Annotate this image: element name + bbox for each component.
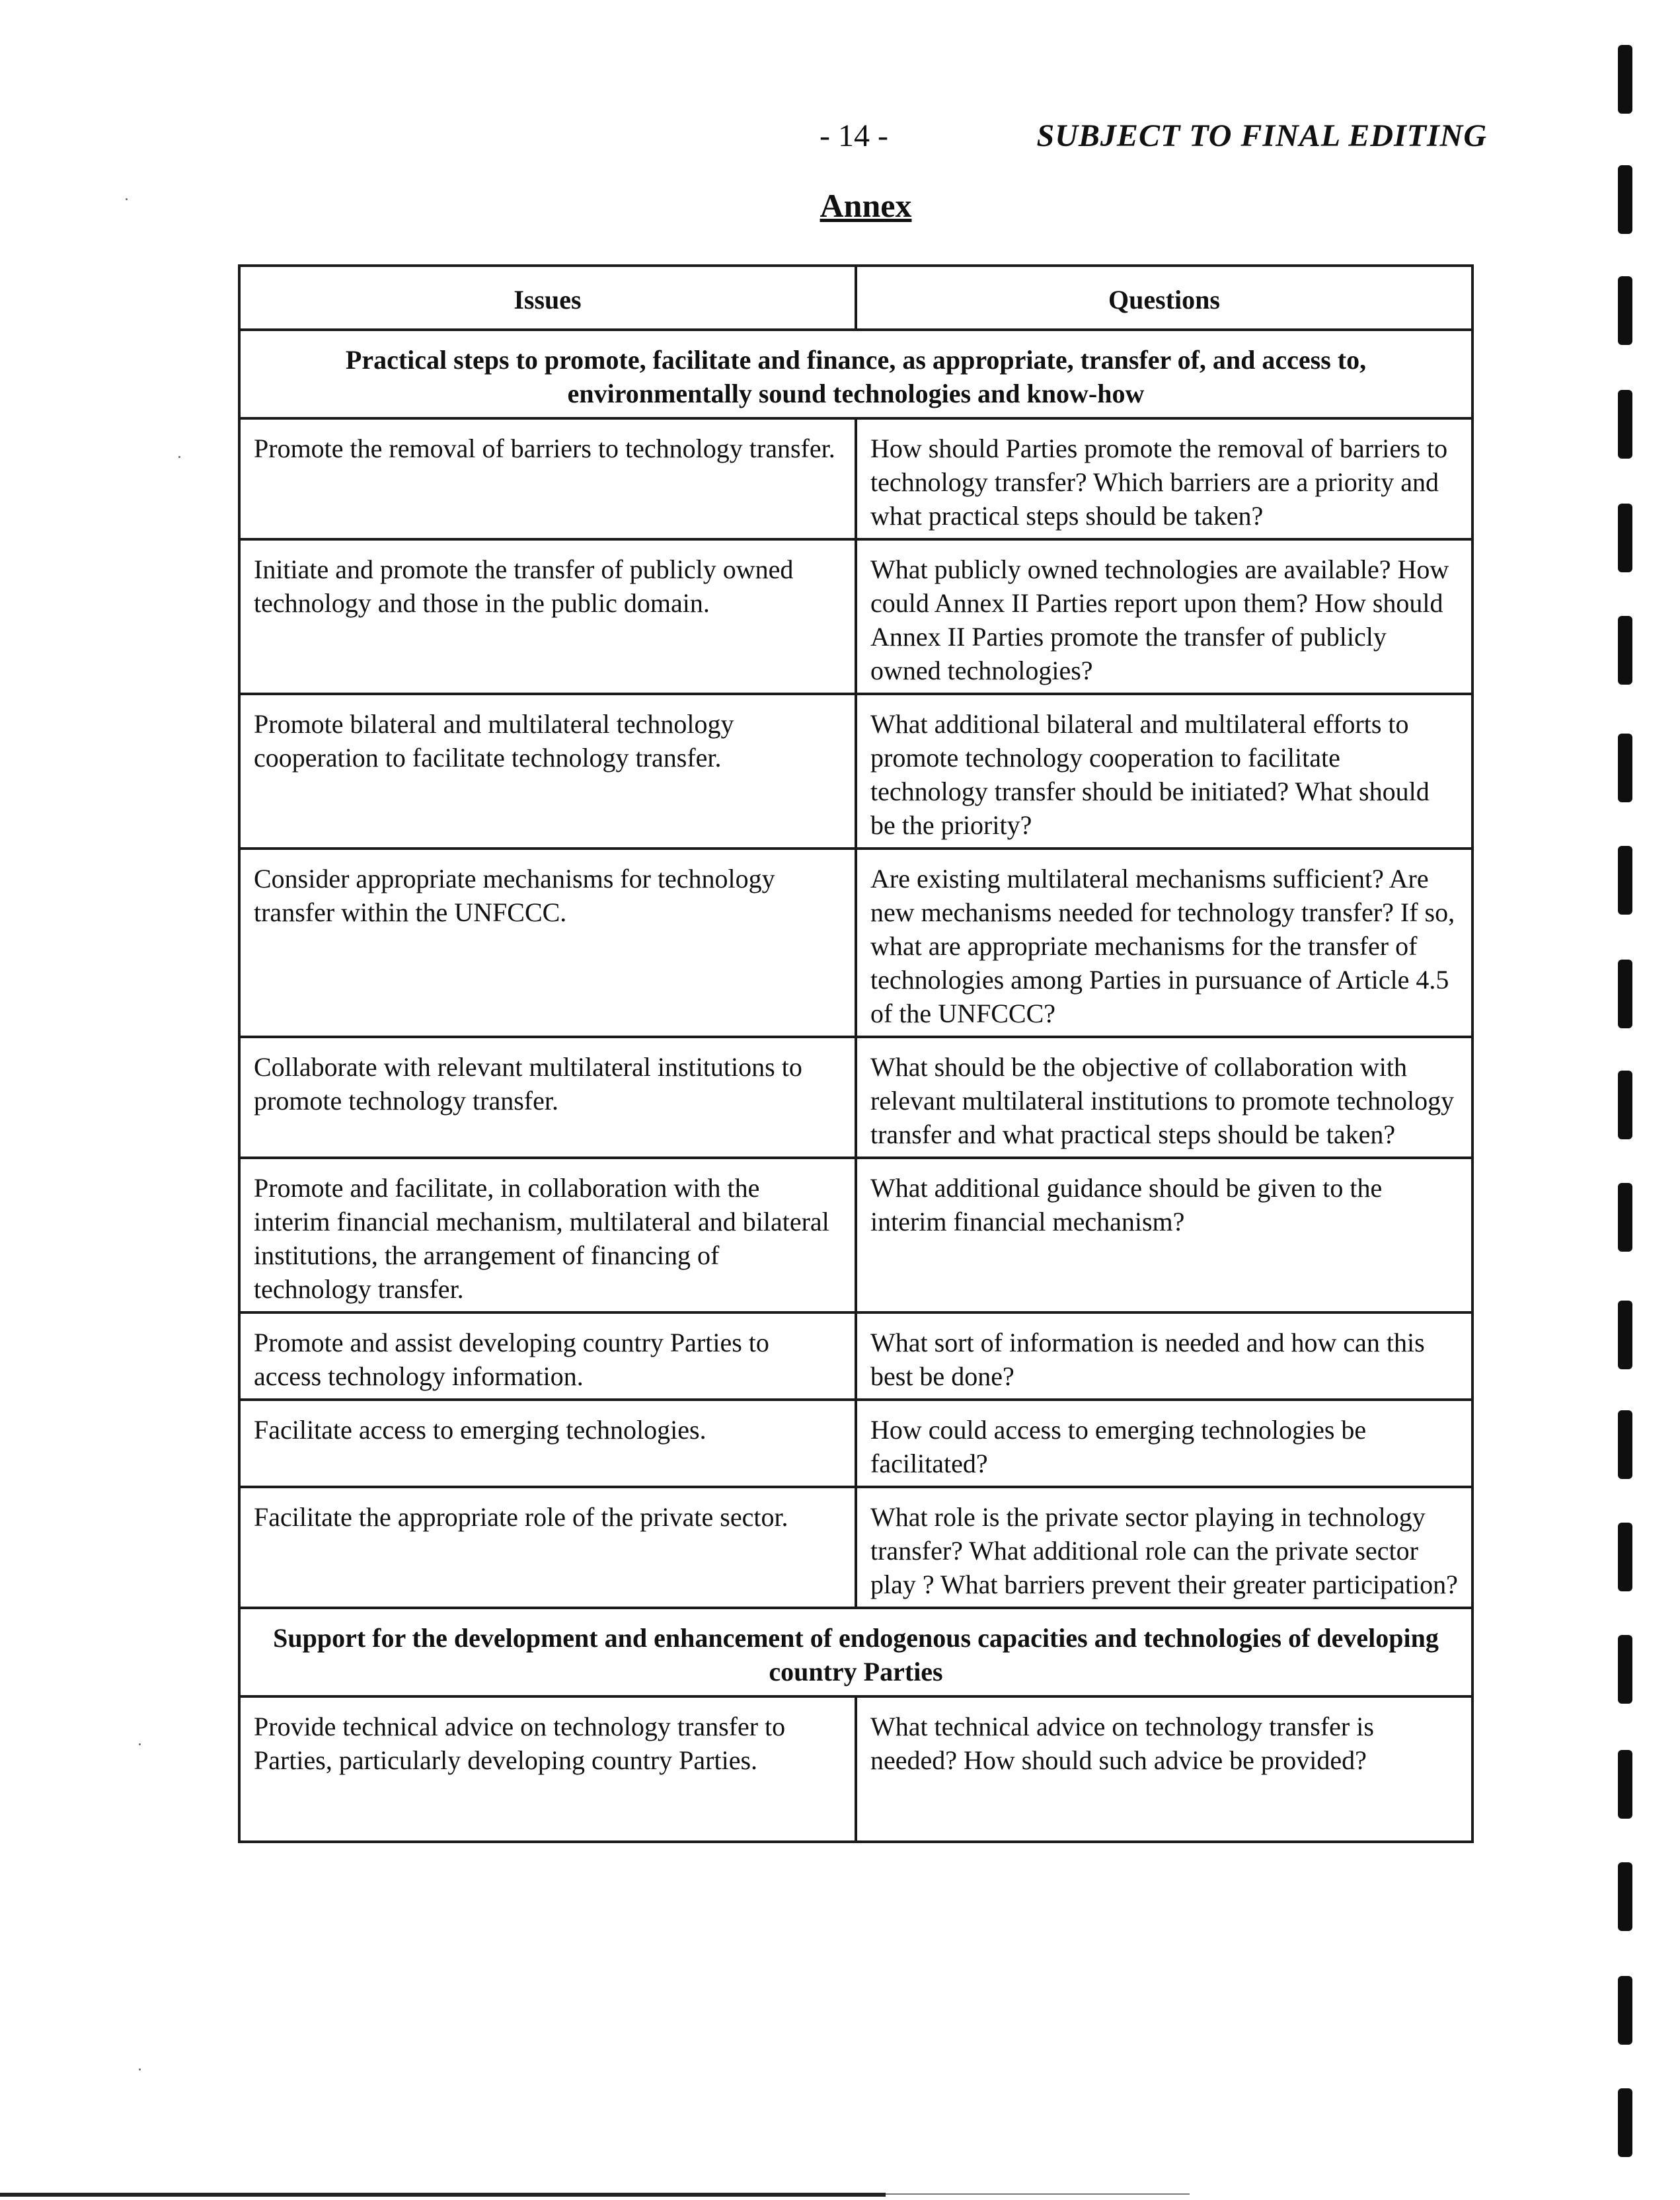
question-cell: What publicly owned technologies are available? How could Annex II Parties report upon them? How should Annex II Parties promote the transfer of publicly owned technologies? (856, 539, 1472, 694)
question-cell: How could access to emerging technologies be facilitated? (856, 1400, 1472, 1487)
question-cell: What sort of information is needed and how can this best be done? (856, 1312, 1472, 1400)
edit-note: SUBJECT TO FINAL EDITING (1036, 118, 1487, 153)
annex-table (238, 264, 1474, 1843)
binding-mark (1618, 1635, 1632, 1704)
table-row (239, 1158, 1472, 1312)
binding-mark (1618, 1523, 1632, 1591)
bottom-edge-shadow (0, 2193, 886, 2197)
section-heading: Support for the development and enhancement of endogenous capacities and technologies of developing country Parties (239, 1608, 1472, 1696)
table-row (239, 418, 1472, 539)
page-number: - 14 - (820, 118, 888, 153)
table-row (239, 694, 1472, 849)
issue-cell: Promote the removal of barriers to technology transfer. (239, 418, 856, 539)
scan-speck (178, 456, 180, 458)
issue-cell: Collaborate with relevant multilateral institutions to promote technology transfer. (239, 1037, 856, 1158)
question-cell: What role is the private sector playing in technology transfer? What additional role can the private sector play ? What barriers prevent their greater participation? (856, 1487, 1472, 1608)
section-row (239, 1608, 1472, 1696)
page-title: Annex (820, 187, 912, 224)
page-header (820, 118, 1507, 164)
question-cell: What additional guidance should be given to the interim financial mechanism? (856, 1158, 1472, 1312)
question-cell: What should be the objective of collaboration with relevant multilateral institutions to promote technology transfer and what practical steps should be taken? (856, 1037, 1472, 1158)
table-row (239, 1696, 1472, 1842)
issue-cell: Promote bilateral and multilateral technology cooperation to facilitate technology transfer. (239, 694, 856, 849)
table-row (239, 539, 1472, 694)
binding-mark (1618, 1410, 1632, 1479)
binding-mark (1618, 616, 1632, 685)
annex-table-container (238, 264, 1474, 1843)
section-row (239, 330, 1472, 418)
column-header-issues: Issues (239, 266, 856, 330)
bottom-edge-shadow (886, 2193, 1190, 2195)
binding-marks (1618, 0, 1644, 2200)
section-heading: Practical steps to promote, facilitate and finance, as appropriate, transfer of, and access to, environmentally sound technologies and know-how (239, 330, 1472, 418)
table-header-row (239, 266, 1472, 330)
issue-cell: Facilitate access to emerging technologies. (239, 1400, 856, 1487)
table-row (239, 1487, 1472, 1608)
binding-mark (1618, 1976, 1632, 2045)
question-cell: How should Parties promote the removal of barriers to technology transfer? Which barriers are a priority and what practical steps should be taken? (856, 418, 1472, 539)
column-header-questions: Questions (856, 266, 1472, 330)
issue-cell: Consider appropriate mechanisms for technology transfer within the UNFCCC. (239, 849, 856, 1037)
scan-speck (139, 1743, 141, 1745)
scan-speck (139, 2068, 141, 2070)
table-row (239, 849, 1472, 1037)
binding-mark (1618, 504, 1632, 572)
issue-cell: Facilitate the appropriate role of the private sector. (239, 1487, 856, 1608)
binding-mark (1618, 276, 1632, 345)
binding-mark (1618, 1183, 1632, 1252)
binding-mark (1618, 1750, 1632, 1819)
question-cell: What additional bilateral and multilateral efforts to promote technology cooperation to facilitate technology transfer should be initiated? What should be the priority? (856, 694, 1472, 849)
binding-mark (1618, 45, 1632, 114)
table-row (239, 1037, 1472, 1158)
binding-mark (1618, 1301, 1632, 1369)
binding-mark (1618, 734, 1632, 802)
binding-mark (1618, 960, 1632, 1028)
issue-cell: Promote and facilitate, in collaboration with the interim financial mechanism, multilateral and bilateral institutions, the arrangement of financing of technology transfer. (239, 1158, 856, 1312)
issue-cell: Provide technical advice on technology transfer to Parties, particularly developing country Parties. (239, 1696, 856, 1842)
binding-mark (1618, 1071, 1632, 1139)
question-cell: What technical advice on technology transfer is needed? How should such advice be provided? (856, 1696, 1472, 1842)
issue-cell: Promote and assist developing country Parties to access technology information. (239, 1312, 856, 1400)
scan-speck (126, 198, 128, 200)
issue-cell: Initiate and promote the transfer of publicly owned technology and those in the public domain. (239, 539, 856, 694)
binding-mark (1618, 2088, 1632, 2157)
binding-mark (1618, 390, 1632, 459)
binding-mark (1618, 165, 1632, 234)
table-row (239, 1312, 1472, 1400)
table-row (239, 1400, 1472, 1487)
question-cell: Are existing multilateral mechanisms sufficient? Are new mechanisms needed for technology transfer? If so, what are appropriate mechanisms for the transfer of technologies among Parties in pursuance of Article 4.5 of the UNFCCC? (856, 849, 1472, 1037)
binding-mark (1618, 846, 1632, 915)
binding-mark (1618, 1862, 1632, 1931)
